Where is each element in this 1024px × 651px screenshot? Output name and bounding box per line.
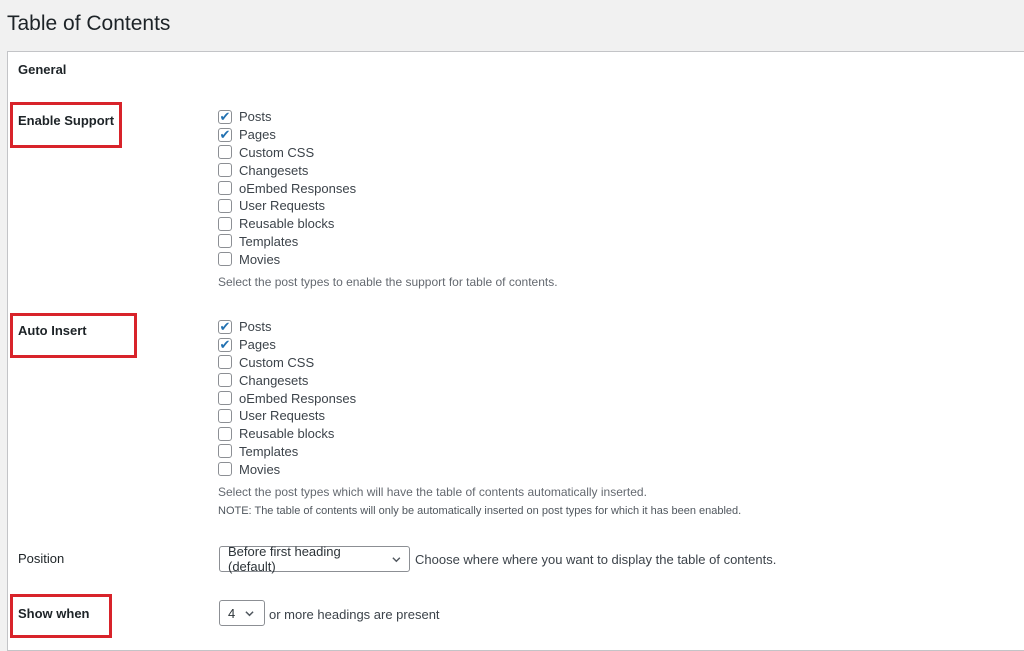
checkbox-label: Pages [239, 127, 276, 143]
auto-insert-note: NOTE: The table of contents will only be automatically inserted on post types for which it has been enabled. [218, 505, 742, 517]
checkbox-label: Changesets [239, 162, 309, 178]
checkbox-row[interactable] [218, 318, 356, 336]
section-title: General [18, 62, 67, 77]
checkbox[interactable] [218, 391, 232, 405]
checkbox-row[interactable] [218, 354, 356, 372]
page-title: Table of Contents [7, 12, 171, 35]
checkbox[interactable] [218, 217, 232, 231]
checkbox[interactable] [218, 444, 232, 458]
enable-support-description: Select the post types to enable the support for table of contents. [218, 275, 558, 289]
checkbox-label: Pages [239, 337, 276, 353]
checkbox[interactable] [218, 427, 232, 441]
checkbox-row[interactable] [218, 250, 356, 268]
checkbox-row[interactable] [218, 126, 356, 144]
checkbox-row[interactable] [218, 108, 356, 126]
checkbox[interactable] [218, 199, 232, 213]
enable-support-label: Enable Support [18, 113, 115, 128]
checkbox-label: Reusable blocks [239, 216, 335, 232]
checkbox[interactable]: ✔ [219, 127, 231, 143]
checkbox-label: Changesets [239, 372, 309, 388]
checkbox-label: Templates [239, 443, 299, 459]
enable-support-checklist [218, 108, 356, 268]
checkbox[interactable] [218, 252, 232, 266]
checkbox-label: User Requests [239, 408, 325, 424]
checkbox[interactable] [218, 462, 232, 476]
position-select[interactable] [219, 546, 410, 572]
checkbox-row[interactable] [218, 336, 356, 354]
checkbox[interactable] [218, 234, 232, 248]
auto-insert-description: Select the post types which will have the table of contents automatically inserted. [218, 485, 647, 499]
checkbox[interactable] [218, 355, 232, 369]
checkbox-row[interactable] [218, 371, 356, 389]
checkbox[interactable] [218, 163, 232, 177]
checkbox-label: User Requests [239, 198, 325, 214]
auto-insert-label: Auto Insert [18, 323, 87, 338]
checkbox-row[interactable] [218, 161, 356, 179]
checkbox[interactable] [218, 181, 232, 195]
checkbox[interactable]: ✔ [219, 109, 231, 125]
checkbox-label: Reusable blocks [239, 426, 335, 442]
checkbox[interactable]: ✔ [219, 319, 231, 335]
checkbox[interactable] [218, 145, 232, 159]
headings-count-value: 4 [228, 605, 236, 621]
chevron-down-icon [392, 555, 401, 564]
checkbox-row[interactable] [218, 179, 356, 197]
checkbox-label: oEmbed Responses [239, 180, 357, 196]
checkbox-row[interactable] [218, 197, 356, 215]
headings-count-select[interactable] [219, 600, 265, 626]
position-select-value: Before first heading (default) [228, 544, 341, 574]
checkbox[interactable] [218, 373, 232, 387]
checkbox-label: Movies [239, 251, 281, 267]
position-label: Position [18, 551, 65, 566]
checkbox-label: oEmbed Responses [239, 390, 357, 406]
checkbox-row[interactable] [218, 215, 356, 233]
checkbox-label: Custom CSS [239, 354, 315, 370]
checkbox-row[interactable] [218, 425, 356, 443]
checkbox-label: Movies [239, 461, 281, 477]
show-when-help: or more headings are present [269, 607, 440, 622]
checkbox-row[interactable] [218, 389, 356, 407]
auto-insert-checklist [218, 318, 356, 478]
checkbox-label: Posts [239, 109, 272, 125]
checkbox-row[interactable] [218, 233, 356, 251]
checkbox-row[interactable] [218, 443, 356, 461]
checkbox[interactable] [218, 409, 232, 423]
position-help: Choose where where you want to display the table of contents. [415, 552, 777, 567]
checkbox-label: Templates [239, 233, 299, 249]
checkbox-row[interactable] [218, 144, 356, 162]
show-when-label: Show when [18, 606, 90, 621]
checkbox-label: Custom CSS [239, 144, 315, 160]
chevron-down-icon [245, 609, 254, 618]
checkbox-label: Posts [239, 319, 272, 335]
checkbox[interactable]: ✔ [219, 337, 231, 353]
checkbox-row[interactable] [218, 407, 356, 425]
checkbox-row[interactable] [218, 460, 356, 478]
